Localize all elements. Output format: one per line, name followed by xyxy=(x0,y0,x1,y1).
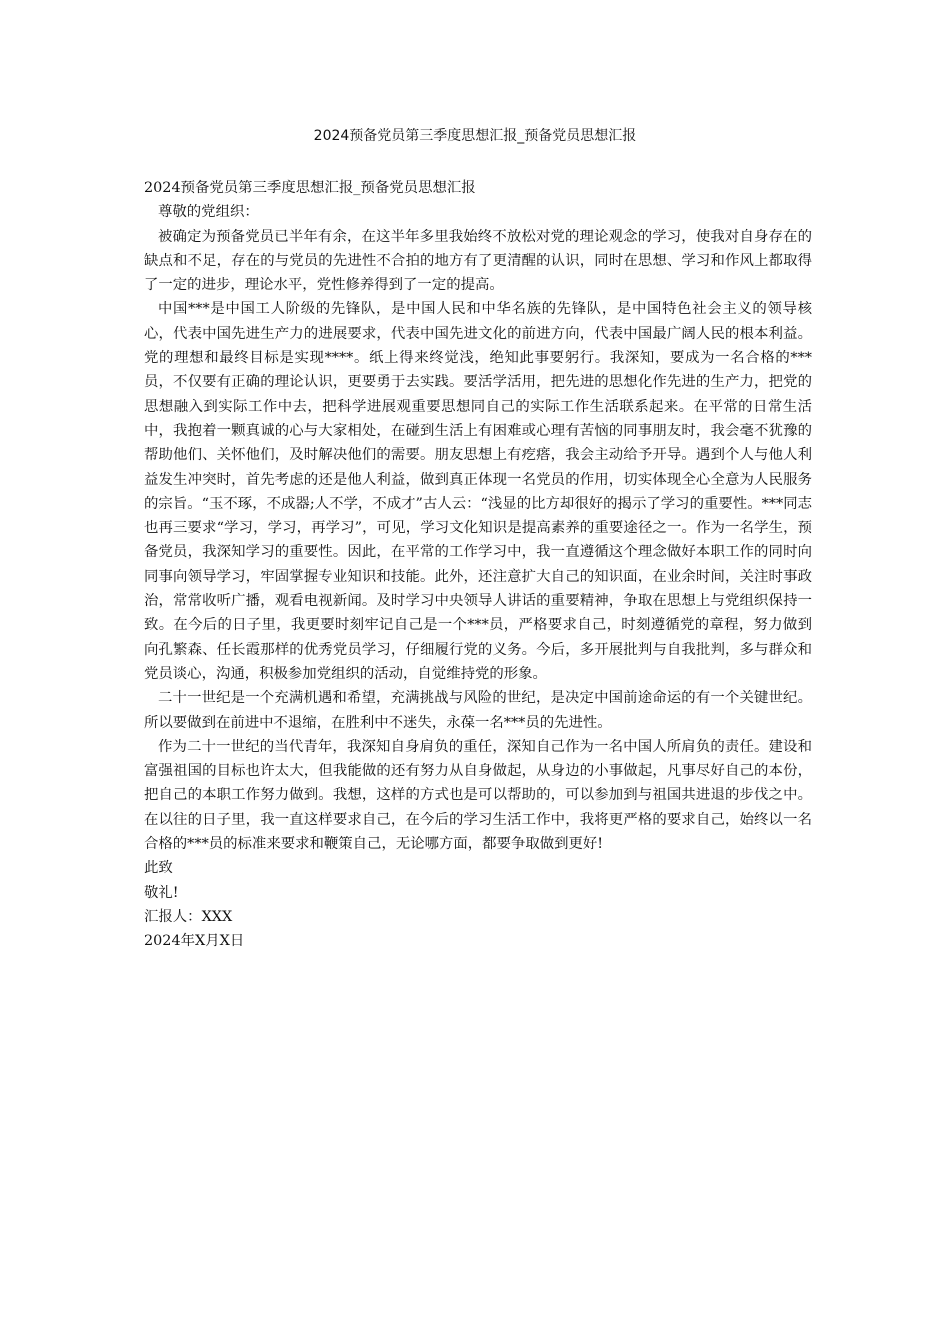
reporter-line: 汇报人：XXX xyxy=(144,908,233,925)
salutation: 尊敬的党组织： xyxy=(158,204,259,221)
paragraph-3: 二十一世纪是一个充满机遇和希望，充满挑战与风险的世纪，是决定中国前途命运的有一个关键世纪。所以要做到在前进中不退缩，在胜利中不迷失，永葆一名***员的先进性。 xyxy=(144,690,812,731)
paragraph-2: 中国***是中国工人阶级的先锋队，是中国人民和中华名族的先锋队，是中国特色社会主义的领导核心，代表中国先进生产力的进展要求，代表中国先进文化的前进方向，代表中国最广阔人民的根本利益。党的理想和最终目标是实现****。纸上得来终觉浅，绝知此事要躬行。我深知，要成为一名合格的***员，不仅要有正确的理论认识，更要勇于去实践。要活学活用，把先进的思想化作先进的生产力，把党的思想融入到实际工作中去，把科学进展观重要思想同自己的实际工作生活联系起来。在平常的日常生活中，我抱着一颗真诚的心与大家相处，在碰到生活上有困难或心理有苦恼的同事朋友时，我会毫不犹豫的帮助他们、关怀他们，及时解决他们的需要。朋友思想上有疙瘩，我会主动给予开导。遇到个人与他人利益发生冲突时，首先考虑的还是他人利益，做到真正体现一名党员的作用，切实体现全心全意为人民服务的宗旨。“玉不琢，不成器;人不学，不成才”古人云：“浅显的比方却很好的揭示了学习的重要性。***同志也再三要求“学习，学习，再学习”，可见，学习文化知识是提高素养的重要途径之一。作为一名学生，预备党员，我深知学习的重要性。因此，在平常的工作学习中，我一直遵循这个理念做好本职工作的同时向同事向领导学习，牢固掌握专业知识和技能。此外，还注意扩大自己的知识面，在业余时间，关注时事政治，常常收听广播，观看电视新闻。及时学习中央领导人讲话的重要精神，争取在思想上与党组织保持一致。在今后的日子里，我更要时刻牢记自己是一个***员，严格要求自己，时刻遵循党的章程，努力做到向孔繁森、任长霞那样的优秀党员学习，仔细履行党的义务。今后，多开展批判与自我批判，多与群众和党员谈心，沟通，积极参加党组织的活动，自觉维持党的形象。 xyxy=(144,301,812,682)
regards-line: 敬礼! xyxy=(144,884,179,901)
closing-line: 此致 xyxy=(144,860,173,877)
paragraph-4: 作为二十一世纪的当代青年，我深知自身肩负的重任，深知自己作为一名中国人所肩负的责任。建设和富强祖国的目标也许太大，但我能做的还有努力从自身做起，从身边的小事做起，凡事尽好自己的本份，把自己的本职工作努力做到。我想，这样的方式也是可以帮助的，可以参加到与祖国共进退的步伐之中。在以往的日子里，我一直这样要求自己，在今后的学习生活工作中，我将更严格的要求自己，始终以一名合格的***员的标准来要求和鞭策自己，无论哪方面，都要争取做到更好! xyxy=(144,738,812,853)
paragraph-1: 被确定为预备党员已半年有余，在这半年多里我始终不放松对党的理论观念的学习，使我对自身存在的缺点和不足，存在的与党员的先进性不合拍的地方有了更清醒的认识，同时在思想、学习和作风上都取得了一定的进步，理论水平，党性修养得到了一定的提高。 xyxy=(144,228,812,294)
date-line: 2024年X月X日 xyxy=(144,933,245,950)
document-heading: 2024预备党员第三季度思想汇报_预备党员思想汇报 xyxy=(144,180,476,196)
page-title: 2024预备党员第三季度思想汇报_预备党员思想汇报 xyxy=(313,128,637,144)
document-body xyxy=(144,176,812,954)
